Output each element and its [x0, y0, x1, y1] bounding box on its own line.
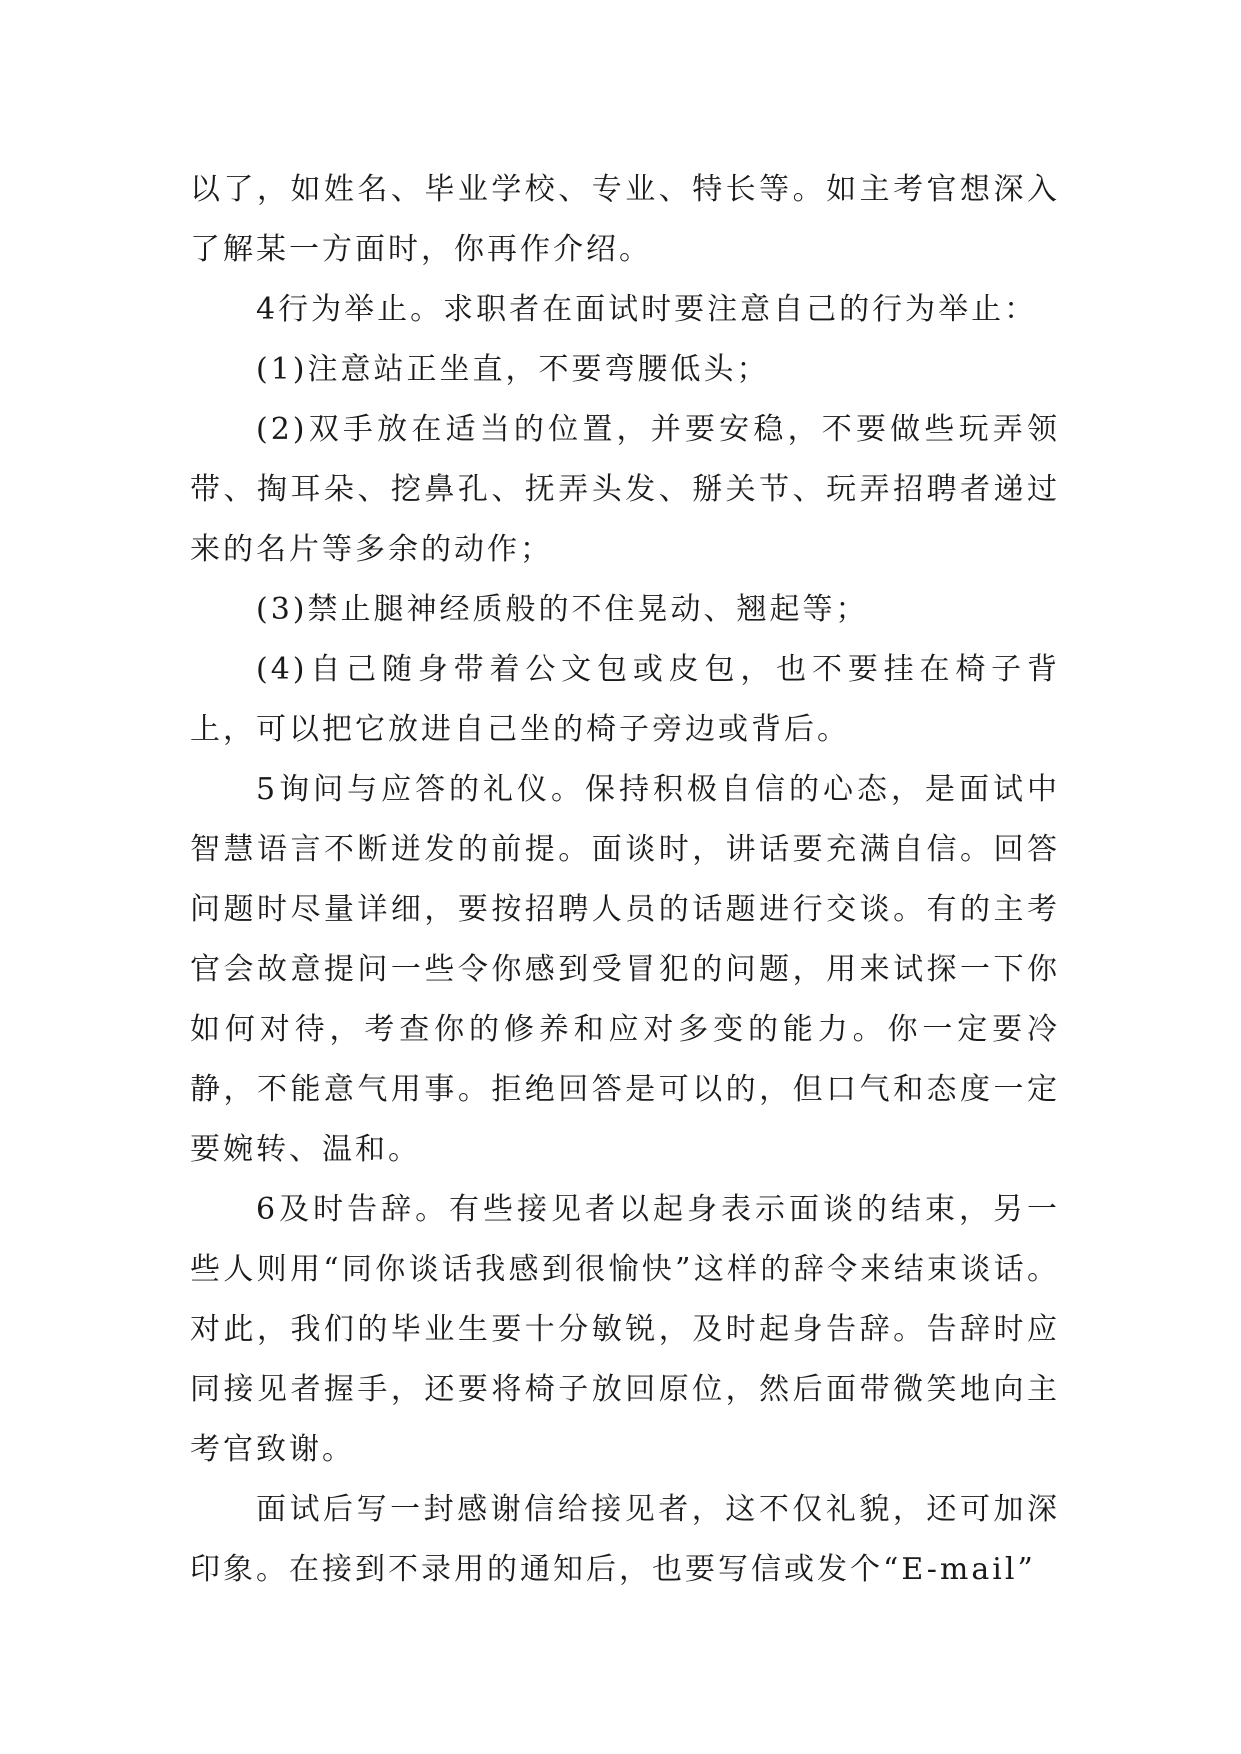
paragraph-item-4: (4)自己随身带着公文包或皮包，也不要挂在椅子背上，可以把它放进自己坐的椅子旁边或背后。: [190, 652, 1060, 747]
paragraph-continuation: 以了，如姓名、毕业学校、专业、特长等。如主考官想深入了解某一方面时，你再作介绍。: [190, 172, 1060, 267]
paragraph-qa-etiquette: 5询问与应答的礼仪。保持积极自信的心态，是面试中智慧语言不断迸发的前提。面谈时，讲话要充满自信。回答问题时尽量详细，要按招聘人员的话题进行交谈。有的主考官会故意提问一些令你感到受冒犯的问题，用来试探一下你如何对待，考查你的修养和应对多变的能力。你一定要冷静，不能意气用事。拒绝回答是可以的，但口气和态度一定要婉转、温和。: [190, 772, 1060, 1167]
body-text: [190, 160, 1060, 1600]
paragraph-item-3: (3)禁止腿神经质般的不住晃动、翘起等；: [256, 592, 869, 627]
paragraph-farewell: 6及时告辞。有些接见者以起身表示面谈的结束，另一些人则用“同你谈话我感到很愉快”这样的辞令来结束谈话。对此，我们的毕业生要十分敏锐，及时起身告辞。告辞时应同接见者握手，还要将椅子放回原位，然后面带微笑地向主考官致谢。: [190, 1192, 1060, 1467]
paragraph-item-1: (1)注意站正坐直，不要弯腰低头；: [256, 352, 770, 387]
paragraph-item-2: (2)双手放在适当的位置，并要安稳，不要做些玩弄领带、掏耳朵、挖鼻孔、抚弄头发、掰关节、玩弄招聘者递过来的名片等多余的动作；: [190, 412, 1060, 567]
paragraph-thank-you-letter: 面试后写一封感谢信给接见者，这不仅礼貌，还可加深印象。在接到不录用的通知后，也要写信或发个“E-mail”: [190, 1492, 1060, 1587]
paragraph-behavior-heading: 4行为举止。求职者在面试时要注意自己的行为举止：: [256, 292, 1038, 327]
